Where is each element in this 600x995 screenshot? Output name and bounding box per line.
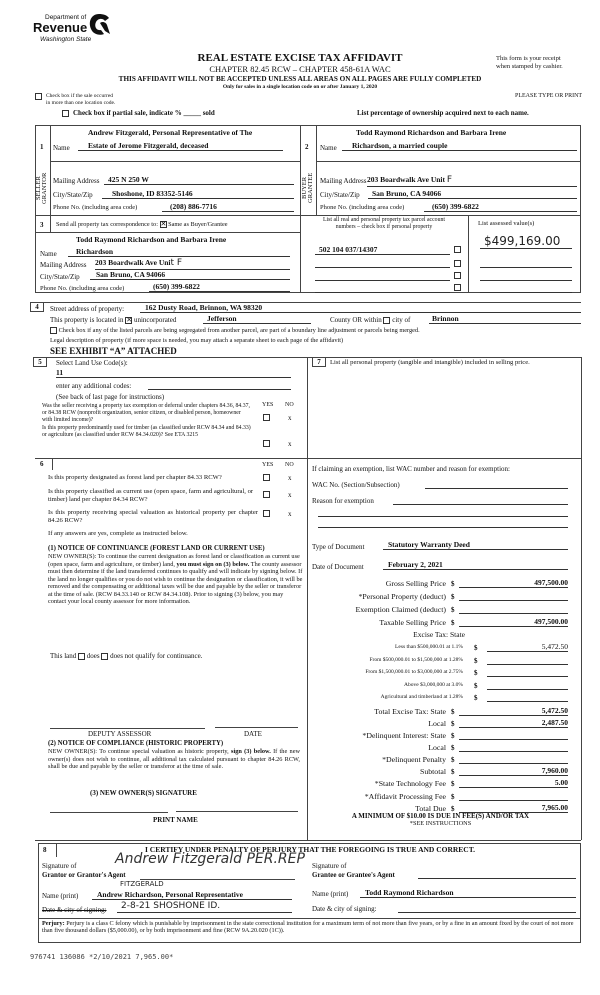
tax-row-value[interactable] [487, 656, 568, 665]
if-yes-note: If any answers are yes, complete as instructed below. [48, 530, 188, 537]
current-use-question: Is this property classified as current use (open space, farm and agricultural, or timber) land per chapter 84.34 RCW? [48, 488, 254, 503]
city-checkbox[interactable] [383, 317, 390, 324]
legal-description-label: Legal description of property (if more space is needed, you may attach a separate sheet to each page of the affidavit) [50, 337, 344, 344]
section-number: 6 [40, 460, 44, 468]
corr-city-label: City/State/Zip [40, 273, 80, 281]
section-number: 8 [43, 846, 47, 854]
tax-row-label: *State Technology Fee [374, 779, 446, 788]
exemption-label: If claiming an exemption, list WAC number and reason for exemption: [312, 465, 510, 473]
located-label: This property is located in [50, 316, 124, 324]
ownership-pct-note: List percentage of ownership acquired next to each name. [357, 109, 529, 117]
form-warning: THIS AFFIDAVIT WILL NOT BE ACCEPTED UNLESS ALL AREAS ON ALL PAGES ARE FULLY COMPLETED [118, 75, 482, 83]
notice2-text-a: NEW OWNER(S): To continue special valuation as historic property, [48, 748, 229, 755]
grantor-signature-label-2: Grantor or Grantor's Agent [42, 871, 126, 879]
tax-row-label: Total Due [415, 804, 446, 813]
new-owner-signature-label: (3) NEW OWNER(S) SIGNATURE [90, 789, 197, 797]
personal-property-checkbox[interactable] [454, 246, 461, 253]
dollar-sign: $ [451, 720, 455, 728]
tax-row-label: Gross Selling Price [385, 579, 446, 588]
dollar-sign: $ [474, 682, 478, 690]
buyer-city-field[interactable]: San Bruno, CA 94066 [368, 190, 577, 199]
grantee-name-field[interactable]: Todd Raymond Richardson [360, 889, 576, 898]
assessed-value-field[interactable] [480, 272, 572, 281]
grantee-signature-field[interactable] [418, 870, 576, 879]
seller-name-label: Name [53, 144, 70, 152]
buyer-name-line1[interactable]: Todd Raymond Richardson and Barbara Irene [356, 128, 507, 137]
dollar-sign: $ [451, 593, 455, 601]
doc-type-label: Type of Document [312, 543, 365, 551]
unincorporated-label: unincorporated [133, 316, 177, 324]
tax-row-value[interactable] [459, 792, 568, 801]
receipt-note-2: when stamped by cashier. [496, 63, 563, 70]
logo-swirl-icon [87, 12, 111, 38]
seller-phone-field[interactable]: (208) 886-7716 [162, 203, 294, 212]
buyer-city-label: City/State/Zip [320, 191, 360, 199]
partial-sale-checkbox[interactable] [62, 110, 69, 117]
doc-type-field[interactable]: Statutory Warranty Deed [383, 541, 568, 550]
dollar-sign: $ [451, 768, 455, 776]
notice-compliance-text [48, 748, 300, 771]
current-use-no-mark[interactable]: x [288, 491, 292, 499]
tax-row-label: *Personal Property (deduct) [358, 592, 446, 601]
tax-row-label: From $1,500,000.01 to $3,000,000 at 2.75% [365, 669, 463, 675]
yes-header: YES [262, 462, 274, 468]
assessed-value-field[interactable]: $499,169.00 [480, 235, 572, 249]
tax-row-value[interactable]: 497,500.00 [459, 618, 568, 627]
tax-row-label: Agricultural and timberland at 1.28% [380, 694, 463, 700]
dollar-sign: $ [451, 732, 455, 740]
tax-row-value[interactable] [459, 731, 568, 740]
tax-row-label: *Affidavit Processing Fee [364, 792, 446, 801]
street-field[interactable]: 162 Dusty Road, Brinnon, WA 98320 [140, 304, 581, 313]
tax-row-label: Subtotal [420, 767, 446, 776]
tax-row-label: Local [428, 719, 446, 728]
unincorporated-checkbox[interactable]: ✕ [126, 315, 133, 324]
section-number: 3 [40, 221, 44, 229]
corr-city-field[interactable]: San Bruno, CA 94066 [90, 271, 290, 280]
personal-property-checkbox[interactable] [454, 260, 461, 267]
additional-codes-label: enter any additional codes: [56, 382, 132, 390]
tax-row-value[interactable] [459, 592, 568, 601]
dollar-sign: $ [474, 694, 478, 702]
tax-row-value[interactable] [487, 693, 568, 702]
grantee-signature-label-1: Signature of [312, 862, 347, 870]
reason-field-2[interactable] [318, 508, 568, 517]
q2-no-mark[interactable]: x [288, 440, 292, 448]
assessed-value-field[interactable] [480, 259, 572, 268]
buyer-mail-typed: 203 Boardwalk Ave Unit [367, 175, 445, 184]
corr-mail-handwritten: t F [170, 258, 183, 268]
tax-row-label: Taxable Selling Price [379, 618, 446, 627]
notice1-text-bold: you must sign on (3) below. [176, 560, 250, 568]
tax-row-value[interactable] [487, 681, 568, 690]
reason-label: Reason for exemption [312, 497, 374, 505]
assessed-value-field[interactable] [480, 284, 572, 293]
segregated-checkbox[interactable] [50, 327, 57, 334]
buyer-side-label: BUYER GRANTEE [301, 172, 315, 204]
form-subtitle: CHAPTER 82.45 RCW – CHAPTER 458-61A WAC [209, 64, 391, 74]
buyer-phone-label: Phone No. (including area code) [320, 204, 405, 211]
tax-row-label: *Delinquent Penalty [382, 755, 446, 764]
please-type-note: PLEASE TYPE OR PRINT [515, 93, 583, 99]
yes-header: YES [262, 402, 274, 408]
grantee-signature-label-2: Grantee or Grantee's Agent [312, 871, 395, 879]
tax-row-value[interactable]: 5.00 [459, 779, 568, 788]
section-number: 5 [33, 357, 47, 367]
notice2-text-bold: sign (3) below. [231, 748, 271, 755]
historic-yes-checkbox[interactable] [263, 510, 270, 517]
buyer-mail-handwritten: F [446, 175, 453, 185]
does-label: does [86, 652, 100, 660]
new-owner-signature-line[interactable] [50, 812, 168, 813]
tax-row-label: Above $3,000,000 at 3.0% [404, 682, 463, 688]
dollar-sign: $ [474, 657, 478, 665]
minimum-due-note: A MINIMUM OF $10.00 IS DUE IN FEE(S) AND/OR TAX [351, 812, 530, 820]
dollar-sign: $ [451, 805, 455, 813]
county-field[interactable]: Jefferson [203, 315, 311, 324]
tax-row-value[interactable] [487, 668, 568, 677]
partial-sale-label: Check box if partial sale, indicate % _____ sold [73, 109, 215, 117]
see-instructions-note: *SEE INSTRUCTIONS [409, 820, 472, 827]
doc-date-field[interactable]: February 2, 2021 [383, 561, 568, 570]
historic-no-mark[interactable]: x [288, 510, 292, 518]
seller-city-label: City/State/Zip [53, 191, 93, 199]
grantor-signature[interactable]: Andrew Fitzgerald PER.REP [115, 851, 305, 867]
dollar-sign: $ [451, 756, 455, 764]
parcel-number-field[interactable] [315, 259, 450, 268]
corr-phone-field[interactable]: (650) 399-6822 [149, 283, 290, 292]
current-use-yes-checkbox[interactable] [263, 491, 270, 498]
reason-field[interactable] [393, 496, 568, 505]
historic-question: Is this property receiving special valuation as historical property per chapter 84.26 RCW? [48, 509, 258, 524]
print-name-label: PRINT NAME [153, 816, 198, 824]
parcel-number-field[interactable] [315, 272, 450, 281]
seller-name-line1[interactable]: Andrew Fitzgerald, Personal Representative of The [88, 128, 253, 137]
assessed-value-header: List assessed value(s) [478, 220, 535, 227]
tax-row-value[interactable] [459, 605, 568, 614]
grantor-signature-label-1: Signature of [42, 862, 77, 870]
multi-location-label-1: Check box if the sale occurred [46, 93, 114, 99]
corr-name-line1[interactable]: Todd Raymond Richardson and Barbara Irene [76, 235, 227, 244]
notice1-text-b: The county assessor must then determine if the land transferred continues to qualify and will indicate by signing below. If the land no longer qualifies or you do not wish to continue the designation or classification, it will be removed and the compensating or additional taxes will be due and payable by the seller or transferor at the time of sale. (RCW 84.33.140 or RCW 84.34.108). Prior to signing (3) below, you may contact your local county assessor for more information. [48, 560, 303, 606]
parcel-number-field[interactable]: 502 104 037/14307 [315, 246, 450, 255]
same-as-buyer-label: Same as Buyer/Grantee [168, 221, 228, 228]
see-back-note: (See back of last page for instructions) [56, 393, 165, 401]
buyer-mail-field[interactable] [367, 176, 577, 187]
correspondence-label [56, 221, 228, 228]
tax-row-label: Total Excise Tax: State [374, 707, 446, 716]
street-label: Street address of property: [50, 305, 125, 313]
dollar-sign: $ [451, 780, 455, 788]
corr-mail-typed: 203 Boardwalk Ave Uni [95, 258, 171, 267]
grantee-date-label: Date & city of signing: [312, 905, 377, 913]
parcel-header-1: List all real and personal property tax parcel account [322, 217, 445, 223]
logo-line3: Washington State [40, 36, 92, 43]
seller-side-label: SELLER GRANTOR [35, 172, 49, 204]
assessor-date-line[interactable] [215, 727, 298, 728]
additional-codes-field[interactable] [148, 381, 291, 390]
personal-property-checkbox[interactable] [454, 272, 461, 279]
does-qualify-checkbox[interactable] [78, 653, 85, 660]
city-of-label: city of [392, 316, 411, 324]
buyer-name-line2[interactable]: Richardson, a married couple [342, 142, 577, 151]
buyer-name-label: Name [320, 144, 337, 152]
section-number: 7 [312, 357, 326, 367]
tax-row-value[interactable]: 5,472.50 [459, 707, 568, 716]
wac-field[interactable] [425, 480, 568, 489]
notice-continuance-text [48, 553, 303, 606]
wac-label: WAC No. (Section/Subsection) [312, 481, 400, 489]
dollar-sign: $ [474, 669, 478, 677]
tax-row-value[interactable] [459, 743, 568, 752]
personal-property-label: List all personal property (tangible and intangible) included in selling price. [330, 359, 530, 366]
buyer-mail-label: Mailing Address [320, 177, 367, 185]
doc-date-label: Date of Document [312, 563, 364, 571]
corr-name-line2[interactable]: Richardson [68, 248, 290, 257]
corr-name-label: Name [40, 250, 57, 258]
segregated-label: Check box if any of the listed parcels are being segregated from another parcel, are part of a boundary line adjustment or parcels being merged. [58, 327, 420, 334]
tax-row-value[interactable]: 7,965.00 [459, 804, 568, 813]
grantor-date-field[interactable]: 2-8-21 SHOSHONE ID. [117, 902, 292, 913]
perjury-label: Perjury: [42, 920, 65, 927]
dollar-sign: $ [474, 644, 478, 652]
corr-mail-label: Mailing Address [40, 261, 87, 269]
segregated-line [50, 327, 420, 334]
city-field[interactable]: Brinnon [429, 315, 581, 324]
county-or-within-label: County OR within [330, 316, 382, 324]
seller-exemption-question: Was the seller receiving a property tax exemption or deferral under chapters 84.36, 84.37, or 84.38 RCW (nonprofit organization, senior citizen, or disabled person, homeowner with limited income)? [42, 403, 250, 423]
land-use-code-field[interactable]: 11 [56, 369, 291, 378]
continuance-line [50, 652, 202, 660]
personal-property-checkbox[interactable] [454, 284, 461, 291]
tax-row-label: Local [428, 743, 446, 752]
parcel-header-2: numbers – check box if personal property [335, 224, 433, 230]
cashier-receipt-stamp: 976741 136086 *2/10/2021 7,965.00* [30, 953, 174, 961]
q2-yes-checkbox[interactable] [263, 440, 270, 447]
tax-row-value[interactable] [459, 755, 568, 764]
does-not-qualify-checkbox[interactable] [101, 653, 108, 660]
city-line [330, 316, 410, 324]
notice2-text-b: If the new owner(s) does not wish to continue, all additional tax calculated pursuant to chapter 84.26 RCW, shall be due and payable by the seller or transferor at the time of sale. [48, 748, 301, 771]
certify-statement: I CERTIFY UNDER PENALTY OF PERJURY THAT THE FOREGOING IS TRUE AND CORRECT. [145, 845, 476, 854]
form-only-for: Only for sales in a single location code on or after January 1, 2020 [222, 84, 378, 90]
grantee-name-label: Name (print) [312, 890, 349, 898]
notice1-text-a: NEW OWNER(S): To continue the current designation as forest land or classification as current use (open space, farm and agriculture, or timber) land, [48, 553, 300, 568]
tax-row-label: *Delinquent Interest: State [362, 731, 446, 740]
q1-no-mark[interactable]: x [288, 414, 292, 422]
buyer-phone-field[interactable]: (650) 399-6822 [424, 203, 577, 212]
tax-row-label: Excise Tax: State [413, 630, 465, 639]
perjury-notice [42, 920, 577, 935]
multi-location-label-2: in more than one location code. [46, 100, 116, 106]
notice-compliance-title: (2) NOTICE OF COMPLIANCE (HISTORIC PROPERTY) [48, 740, 224, 747]
dollar-sign: $ [451, 606, 455, 614]
forest-land-question: Is this property designated as forest land per chapter 84.33 RCW? [48, 474, 222, 481]
correspondence-text: Send all property tax correspondence to: [56, 221, 158, 228]
tax-row-label: Exemption Claimed (deduct) [355, 605, 446, 614]
reason-field-3[interactable] [318, 519, 568, 528]
dollar-sign: $ [451, 708, 455, 716]
form-title: REAL ESTATE EXCISE TAX AFFIDAVIT [197, 52, 403, 64]
no-header: NO [285, 402, 294, 408]
logo-line2: Revenue [33, 20, 88, 35]
this-land-label: This land [50, 652, 77, 660]
tax-row-value[interactable]: 7,960.00 [459, 767, 568, 776]
seller-mail-field[interactable]: 425 N 250 W [104, 176, 294, 185]
notice-continuance-title: (1) NOTICE OF CONTINUANCE (FOREST LAND OR CURRENT USE) [48, 545, 265, 552]
tax-row-label: Less than $500,000.01 at 1.1% [395, 644, 463, 650]
grantor-date-label: Date & city of signing: [42, 906, 107, 914]
deputy-assessor-label: DEPUTY ASSESSOR [88, 730, 152, 738]
tax-row-value[interactable]: 2,487.50 [459, 719, 568, 728]
grantor-name-correction: FITZGERALD [120, 880, 164, 888]
seller-name-line2[interactable]: Estate of Jerome Fitzgerald, deceased [78, 142, 283, 151]
section-number: 2 [305, 143, 309, 151]
grantor-name-field[interactable]: Andrew Richardson, Personal Representative [92, 891, 292, 900]
deputy-assessor-line[interactable] [50, 728, 205, 729]
seller-phone-label: Phone No. (including area code) [53, 204, 138, 211]
forest-no-mark[interactable]: x [288, 474, 292, 482]
dollar-sign: $ [451, 619, 455, 627]
tax-row-value[interactable]: 497,500.00 [459, 579, 568, 588]
dollar-sign: $ [451, 744, 455, 752]
perjury-text: Perjury is a class C felony which is punishable by imprisonment in the state correctional institution for a maximum term of not more than five years, or by a fine in an amount fixed by the court of not more than five thousand dollars ($5,000.00), or by both imprisonment and fine (RCW 9A.20.020 (1C)). [42, 920, 574, 935]
same-as-buyer-checkbox[interactable]: ✕ [160, 220, 167, 229]
corr-mail-field[interactable] [95, 259, 290, 270]
logo-line1: Department of [45, 14, 87, 21]
q1-yes-checkbox[interactable] [263, 414, 270, 421]
grantor-name-label: Name (print) [42, 892, 79, 900]
seller-mail-label: Mailing Address [53, 177, 100, 185]
no-header: NO [285, 462, 294, 468]
dollar-sign: $ [451, 580, 455, 588]
assessor-date-label: DATE [244, 730, 262, 738]
multi-location-checkbox[interactable] [35, 93, 42, 100]
receipt-note-1: This form is your receipt [496, 55, 561, 62]
dor-logo [33, 12, 113, 48]
timber-question: Is this property predominantly used for timber (as classified under RCW 84.34 and 84.33) or agriculture (as classified under RCW 84.34.020)? See ETA 3215 [42, 425, 251, 438]
tax-row-value[interactable]: 5,472.50 [487, 643, 568, 652]
land-use-label: Select Land Use Code(s): [56, 359, 128, 367]
located-line [50, 316, 176, 324]
forest-yes-checkbox[interactable] [263, 474, 270, 481]
dollar-sign: $ [451, 793, 455, 801]
section-number: 4 [30, 302, 44, 312]
parcel-number-field[interactable] [315, 284, 450, 293]
seller-city-field[interactable]: Shoshone, ID 83352-5146 [102, 190, 294, 199]
tax-row-label: From $500,000.01 to $1,500,000 at 1.28% [369, 657, 463, 663]
does-not-label: does not qualify for continuance. [110, 652, 203, 660]
corr-phone-label: Phone No. (including area code) [40, 285, 125, 292]
section-number: 1 [40, 143, 44, 151]
grantee-date-field[interactable] [398, 904, 576, 913]
legal-description[interactable]: SEE EXHIBIT “A” ATTACHED [50, 346, 177, 356]
print-name-line[interactable] [176, 811, 298, 812]
